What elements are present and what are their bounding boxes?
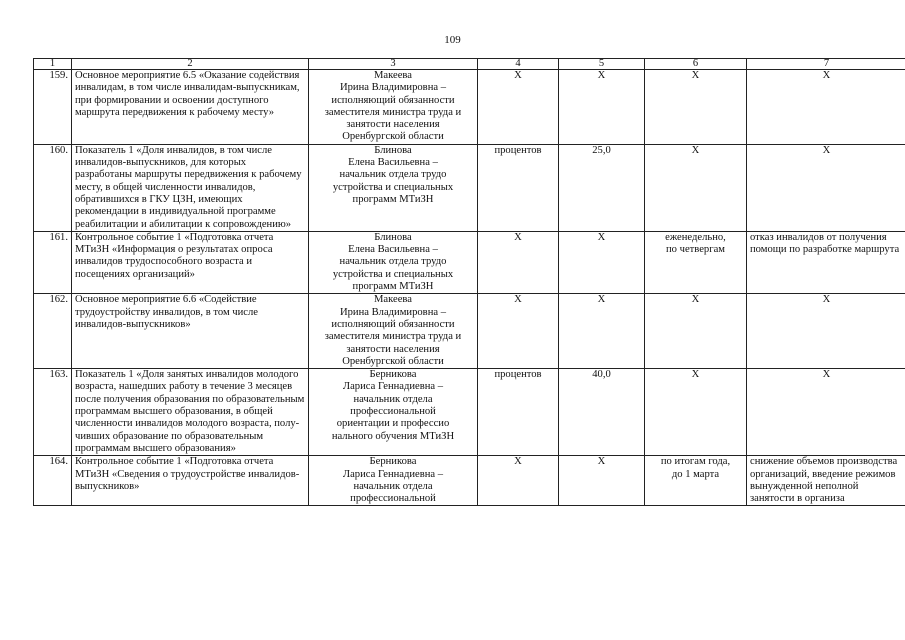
target-value: Х <box>559 294 645 369</box>
risk-note: Х <box>747 369 905 456</box>
deadline: еженедельно, по четвергам <box>645 231 747 293</box>
responsible-person: Берникова Лариса Геннадиевна – начальник отдела профессиональной <box>309 456 478 506</box>
table-row <box>34 70 905 145</box>
table-row <box>34 294 905 369</box>
row-number: 163. <box>34 369 72 456</box>
unit-of-measure: процентов <box>478 144 559 231</box>
target-value: Х <box>559 456 645 506</box>
risk-note: Х <box>747 294 905 369</box>
risk-note: Х <box>747 144 905 231</box>
measures-table <box>33 58 905 506</box>
responsible-person: Блинова Елена Васильевна – начальник отдела трудо устройства и специальных программ МТиЗН <box>309 144 478 231</box>
column-header: 3 <box>309 59 478 70</box>
measure-name: Контрольное событие 1 «Подготовка отчета МТиЗН «Сведения о трудоустройстве инвалидов-выпускников» <box>72 456 309 506</box>
unit-of-measure: Х <box>478 70 559 145</box>
measure-name: Основное мероприятие 6.6 «Содействие трудоустройству инвалидов, в том числе инвалидов-выпускников» <box>72 294 309 369</box>
column-header: 7 <box>747 59 905 70</box>
target-value: Х <box>559 70 645 145</box>
table-row <box>34 456 905 506</box>
risk-note: отказ инвалидов от получения помощи по разработке маршрута <box>747 231 905 293</box>
measure-name: Основное мероприятие 6.5 «Оказание содействия инвалидам, в том числе инвалидам-выпускникам, при формировании и освоении доступного маршрута передвижения к рабочему месту» <box>72 70 309 145</box>
measure-name: Показатель 1 «Доля инвалидов, в том числе инвалидов-выпускников, для которых разработаны маршруты передвижения к рабочему месту, в общей численности инвалидов, обратившихся в ГКУ ЦЗН, имеющих рекомендации в индивидуальной программе реабилитации и абилитации к сопровождению» <box>72 144 309 231</box>
unit-of-measure: Х <box>478 294 559 369</box>
row-number: 164. <box>34 456 72 506</box>
deadline: Х <box>645 369 747 456</box>
target-value: Х <box>559 231 645 293</box>
measure-name: Контрольное событие 1 «Подготовка отчета МТиЗН «Информация о результатах опроса инвалидов трудоспособного возраста и посещениях организаций» <box>72 231 309 293</box>
table-row <box>34 369 905 456</box>
column-header: 5 <box>559 59 645 70</box>
responsible-person: Макеева Ирина Владимировна – исполняющий обязанности заместителя министра труда и занятости населения Оренбургской области <box>309 294 478 369</box>
responsible-person: Берникова Лариса Геннадиевна – начальник отдела профессиональной ориентации и профессио нального обучения МТиЗН <box>309 369 478 456</box>
target-value: 40,0 <box>559 369 645 456</box>
deadline: Х <box>645 70 747 145</box>
row-number: 161. <box>34 231 72 293</box>
unit-of-measure: процентов <box>478 369 559 456</box>
page-number: 109 <box>444 34 461 46</box>
measure-name: Показатель 1 «Доля занятых инвалидов молодого возраста, нашедших работу в течение 3 месяцев после получения образования по образовательным программам высшего образования, в общей численности инвалидов молодого возраста, получивших образование по образовательным программам высшего образования» <box>72 369 309 456</box>
deadline: Х <box>645 294 747 369</box>
deadline: по итогам года, до 1 марта <box>645 456 747 506</box>
table-row <box>34 231 905 293</box>
column-header: 1 <box>34 59 72 70</box>
column-header: 4 <box>478 59 559 70</box>
unit-of-measure: Х <box>478 231 559 293</box>
row-number: 159. <box>34 70 72 145</box>
row-number: 162. <box>34 294 72 369</box>
risk-note: Х <box>747 70 905 145</box>
responsible-person: Блинова Елена Васильевна – начальник отдела трудо устройства и специальных программ МТиЗН <box>309 231 478 293</box>
target-value: 25,0 <box>559 144 645 231</box>
column-header: 2 <box>72 59 309 70</box>
column-header: 6 <box>645 59 747 70</box>
table-row <box>34 144 905 231</box>
column-number-row <box>34 59 905 70</box>
unit-of-measure: Х <box>478 456 559 506</box>
risk-note: снижение объемов производства организаций, введение режимов вынужденной неполной занятости в организа <box>747 456 905 506</box>
responsible-person: Макеева Ирина Владимировна – исполняющий обязанности заместителя министра труда и занятости населения Оренбургской области <box>309 70 478 145</box>
deadline: Х <box>645 144 747 231</box>
row-number: 160. <box>34 144 72 231</box>
